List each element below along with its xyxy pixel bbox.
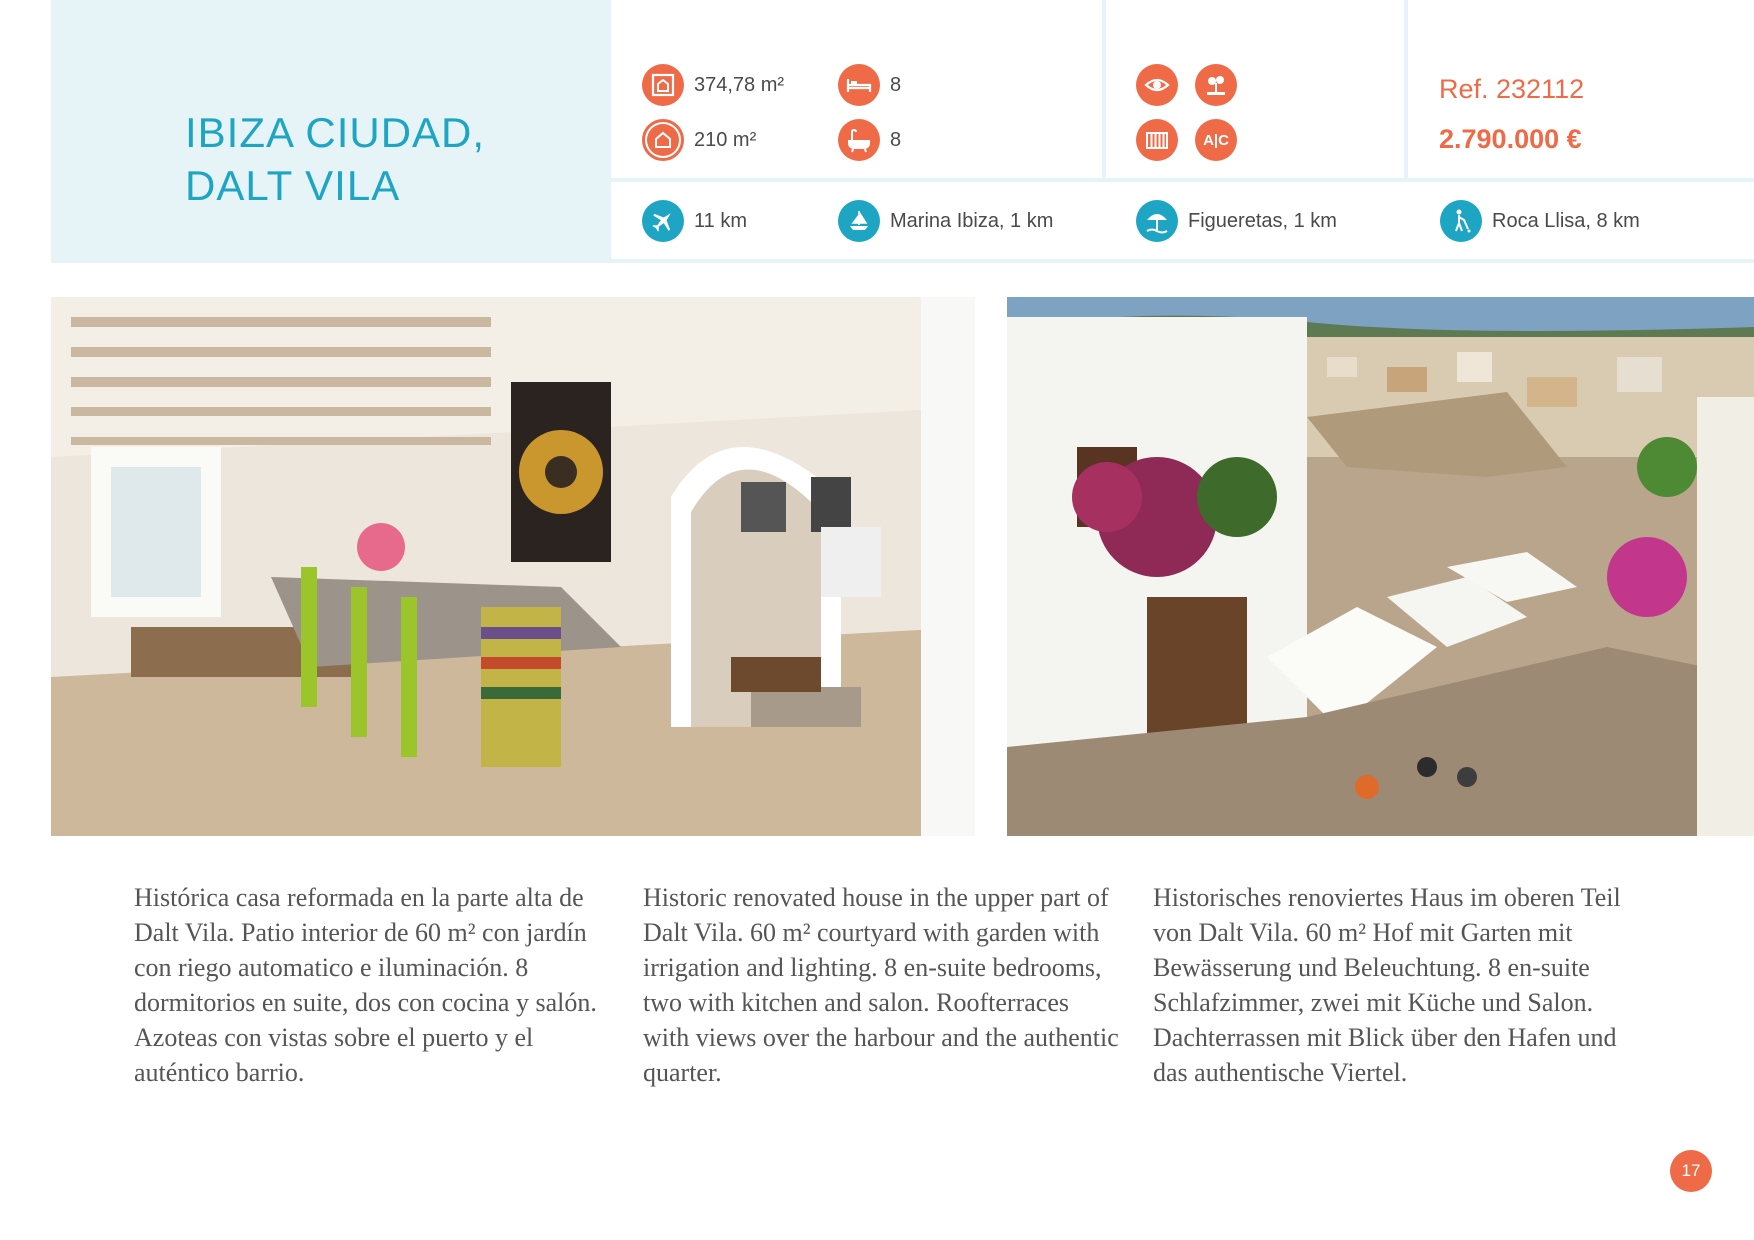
stats-divider [611,178,1754,182]
heating-icon [1136,119,1178,161]
bathrooms-stat [838,118,901,162]
built-area-icon [642,119,684,161]
interior-photo [51,297,975,836]
description-english: Historic renovated house in the upper part of Dalt Vila. 60 m² courtyard with garden with irrigation and lighting. 8 en-suite bedrooms, two with kitchen and salon. Roofterraces with views over the harbour and the authentic quarter. [643,883,1119,1087]
feature-heating [1136,118,1178,162]
reference-number: Ref. 232112 [1439,74,1585,104]
feature-air-conditioning [1195,118,1237,162]
title-line-2: DALT VILA [185,162,401,209]
beach-icon [1136,200,1178,242]
description-german: Historisches renoviertes Haus im oberen Teil von Dalt Vila. 60 m² Hof mit Garten mit Bewässerung und Beleuchtung. 8 en-suite Schlafzimmer, zwei mit Küche und Salon. Dachterrassen mit Blick über den Hafen und das authentische Viertel. [1153,883,1621,1087]
distance-golf [1440,199,1640,243]
plot-area-value: 374,78 m² [694,73,785,96]
distance-airport-text: 11 km [694,209,747,232]
street-photo [1007,297,1754,836]
description-spanish: Histórica casa reformada en la parte alta de Dalt Vila. Patio interior de 60 m² con jardín con riego automatico e iluminación. 8 dormitorios en suite, dos con cocina y salón. Azoteas con vistas sobre el puerto y el auténtico barrio. [134,883,597,1087]
page-number: 17 [1681,1161,1701,1180]
built-area-value: 210 m² [694,128,757,151]
bathrooms-value: 8 [890,128,902,151]
title-panel [51,0,611,263]
column-divider-1 [1102,0,1106,180]
bed-icon [838,64,880,106]
garden-icon [1195,64,1237,106]
feature-garden [1195,63,1237,107]
view-icon [1136,64,1178,106]
property-title [185,106,485,212]
air-conditioning-icon [1195,119,1237,161]
page-number-badge [1670,1150,1712,1192]
golf-icon [1440,200,1482,242]
built-area-stat [642,118,756,162]
marina-icon [838,200,880,242]
column-divider-2 [1404,0,1408,180]
bedrooms-value: 8 [890,73,902,96]
distance-beach-text: Figueretas, 1 km [1188,209,1337,232]
bathtub-icon [838,119,880,161]
plot-area-icon [642,64,684,106]
plot-area-stat [642,63,784,107]
airport-icon [642,200,684,242]
bedrooms-stat [838,63,901,107]
distance-airport [642,199,747,243]
distance-beach [1136,199,1337,243]
info-bottom-border [611,259,1754,263]
air-conditioning-label: A|C [1203,131,1229,149]
distance-golf-text: Roca Llisa, 8 km [1492,209,1640,232]
distance-marina-text: Marina Ibiza, 1 km [890,209,1054,232]
price: 2.790.000 € [1439,124,1582,154]
title-line-1: IBIZA CIUDAD, [185,109,486,156]
distance-marina [838,199,1053,243]
feature-view [1136,63,1178,107]
